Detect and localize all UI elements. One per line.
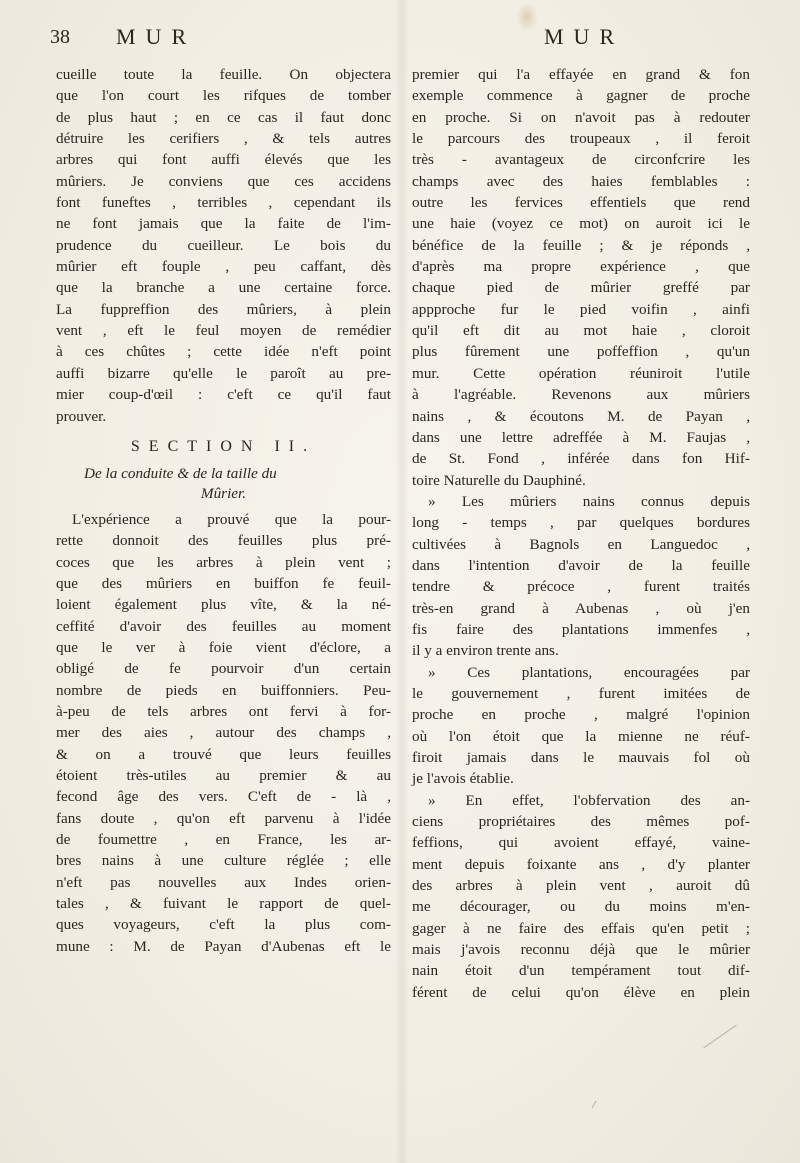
page-gutter <box>395 0 409 1163</box>
text-line: chaque pied de mûrier greffé par <box>412 279 750 297</box>
text-line: de foumettre , en France, les ar- <box>56 831 391 848</box>
text-line: le parcours des troupeaux , il feroit <box>412 130 750 148</box>
text-line: outre les fervices effentiels que rend <box>412 194 750 212</box>
text-line: arbres qui font auffi élevés que les <box>56 151 391 169</box>
text-line: font funeftes , terribles , cependant ils <box>56 194 391 212</box>
text-line: de plus haut ; en ce cas il faut donc <box>56 108 391 126</box>
pencil-mark <box>703 1025 736 1049</box>
text-line: » En effet, l'obfervation des an- <box>428 791 750 809</box>
text-line: où l'on étoit que la mienne ne réuf- <box>412 727 750 745</box>
text-line: une haie (voyez ce mot) on auroit ici le <box>412 215 750 233</box>
text-line: cueille toute la feuille. On objectera <box>56 66 391 83</box>
text-line: mune : M. de Payan d'Aubenas eft le <box>56 937 391 955</box>
text-line: n'eft pas nouvelles aux Indes orien- <box>56 873 391 891</box>
text-line: rette donnoit des feuilles plus pré- <box>56 532 391 550</box>
running-head-right: MUR <box>544 24 625 49</box>
text-line: cultivées à Bagnols en Languedoc , <box>412 535 750 553</box>
text-line: auffi bizarre qu'elle le paroît au pre- <box>56 364 391 382</box>
text-line: proche en proche , malgré l'opinion <box>412 706 750 724</box>
running-head-left: MUR <box>116 24 197 49</box>
text-line: mûriers. Je conviens que ces accidens <box>56 172 391 190</box>
text-line: obligé de fe pourvoir d'un certain <box>56 660 391 678</box>
text-line: mer des aies , autour des champs , <box>56 724 391 742</box>
text-line: dans l'intention d'avoir de la feuille <box>412 556 750 574</box>
pencil-mark <box>592 1101 597 1108</box>
text-line: des arbres à plein vent , auroit dû <box>412 877 750 895</box>
text-line: & on a trouvé que leurs feuilles <box>56 745 391 763</box>
text-line: à-peu de tels arbres ont fervi à for- <box>56 702 391 720</box>
text-line: fans doute , qu'on eft parvenu à l'idée <box>56 809 391 827</box>
text-line: que des mûriers en buiffon fe feuil- <box>56 574 391 592</box>
section-subtitle: Mûrier. <box>200 484 247 502</box>
text-line: très - avantageux de circonfcrire les <box>412 151 750 169</box>
text-line: tales , & fuivant le rapport de quel- <box>56 895 391 913</box>
text-line: d'après ma propre expérience , que <box>412 258 750 276</box>
text-line: me décourager, ou du moins m'en- <box>412 898 750 916</box>
text-line: appproche fur le pied voifin , ainfi <box>412 300 750 318</box>
text-line: nain étoit d'un tempérament tout dif- <box>412 962 750 980</box>
text-line: que l'on court les rifques de tomber <box>56 87 391 105</box>
text-line: toire Naturelle du Dauphiné. <box>412 471 586 489</box>
text-line: férent de celui qu'on élève en plein <box>412 983 750 1001</box>
text-line: ne font jamais que la faite de l'im- <box>56 215 391 233</box>
text-line: le gouvernement , furent imitées de <box>412 684 750 702</box>
text-line: vent , eft le feul moyen de remédier <box>56 322 391 340</box>
text-line: gager à ne faire des effais qu'en petit ; <box>412 919 750 937</box>
text-line: loient également plus vîte, & la né- <box>56 596 391 614</box>
text-line: long - temps , par quelques bordures <box>412 514 750 532</box>
text-line: ment depuis foixante ans , d'y planter <box>412 855 750 873</box>
text-line: ciens propriétaires des mêmes pof- <box>412 813 750 831</box>
text-line: mur. Cette opération réuniroit l'utile <box>412 364 750 382</box>
text-line: tendre & précoce , furent traités <box>412 578 750 596</box>
text-line: » Ces plantations, encouragées par <box>428 663 750 681</box>
text-line: étoient très-utiles au premier & au <box>56 766 391 784</box>
text-line: en proche. Si on n'avoit pas à redouter <box>412 108 750 126</box>
text-line: La fuppreffion des mûriers, à plein <box>56 300 391 318</box>
text-line: mais j'avois reconnu déjà que le mûrier <box>412 941 750 959</box>
text-line: détruire les cerifiers , & tels autres <box>56 130 391 148</box>
text-line: à l'agréable. Revenons aux mûriers <box>412 386 750 404</box>
text-line: L'expérience a prouvé que la pour- <box>72 510 391 528</box>
text-line: dans une lettre adreffée à M. Faujas , <box>412 428 750 446</box>
text-line: fis faire des plantations immenfes , <box>412 620 750 638</box>
text-line: fecond âge des vers. C'eft de - là , <box>56 788 391 806</box>
text-line: il y a environ trente ans. <box>412 642 559 660</box>
text-line: feffions, qui avoient effayé, vaine- <box>412 834 750 852</box>
text-line: prudence du cueilleur. Le bois du <box>56 236 391 254</box>
right-column <box>412 64 750 1003</box>
text-line: premier qui l'a effayée en grand & fon <box>412 66 750 83</box>
text-line: nains , & écoutons M. de Payan , <box>412 407 750 425</box>
text-line: que la branche a une certaine force. <box>56 279 391 297</box>
text-line: qu'il eft dit au mot haie , cloroit <box>412 322 750 340</box>
text-line: de St. Fond , inférée dans fon Hif- <box>412 450 750 468</box>
text-line: » Les mûriers nains connus depuis <box>428 492 750 510</box>
section-subtitle: De la conduite & de la taille du <box>84 464 277 482</box>
text-line: nombre de pieds en buiffonniers. Peu- <box>56 681 391 699</box>
text-line: mûrier eft fouple , peu caffant, dès <box>56 258 391 276</box>
text-line: ceffité d'avoir des feuilles au moment <box>56 617 391 635</box>
text-line: bres nains à une culture réglée ; elle <box>56 852 391 870</box>
text-line: très-en grand à Aubenas , où j'en <box>412 599 750 617</box>
text-line: firoit jamais dans le mauvais fol où <box>412 749 750 766</box>
text-line: mier coup-d'œil : c'eft ce qu'il faut <box>56 386 391 404</box>
text-line: bénéfice de la feuille ; & je réponds , <box>412 236 750 254</box>
text-line: champs avec des haies femblables : <box>412 172 750 190</box>
page-number: 38 <box>50 26 70 48</box>
text-line: ques voyageurs, c'eft la plus com- <box>56 916 391 934</box>
text-line: exemple commence à gagner de proche <box>412 87 750 105</box>
text-line: à ces chûtes ; cette idée n'eft point <box>56 343 391 361</box>
text-line: prouver. <box>56 407 107 425</box>
left-column <box>56 64 391 957</box>
text-line: coces que les arbres à plein vent ; <box>56 553 391 571</box>
text-line: que le ver à foie vient d'éclore, a <box>56 638 391 656</box>
paper-stain <box>516 2 538 32</box>
text-line: je l'avois établie. <box>412 770 514 788</box>
text-line: plus fûrement une poffeffion , qu'un <box>412 343 750 361</box>
section-heading: SECTION II. <box>130 437 317 455</box>
